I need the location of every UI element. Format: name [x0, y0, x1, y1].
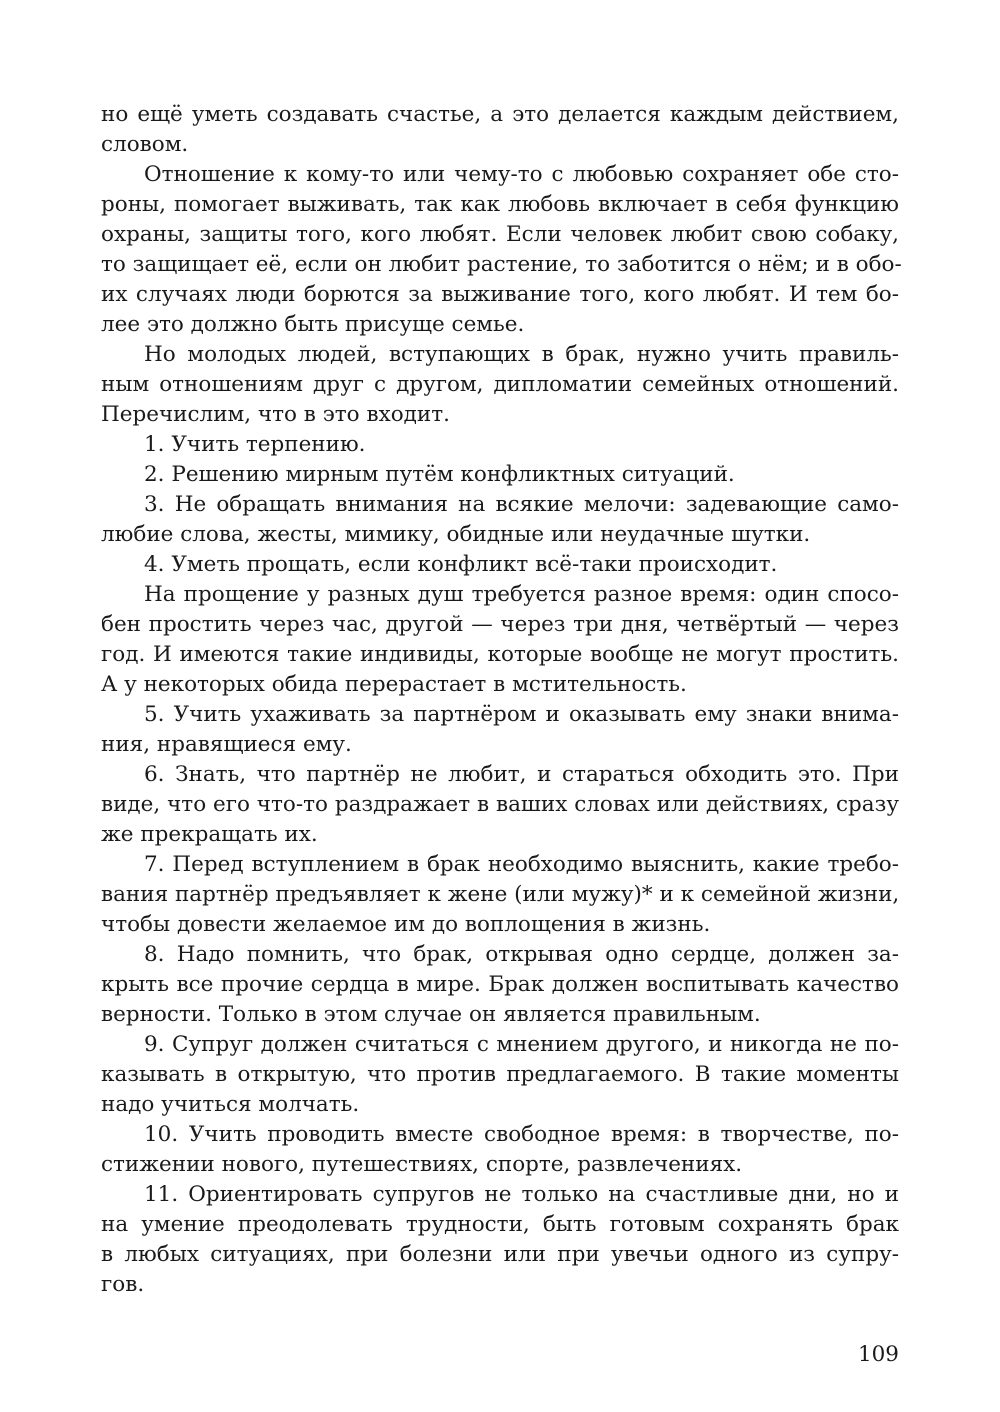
text-line: но ещё уметь создавать счастье, а это делается каждым действием, — [101, 102, 899, 127]
text-line: 3. Не обращать внимания на всякие мелочи: задевающие само- — [144, 492, 899, 517]
text-line: же прекращать их. — [101, 822, 318, 847]
text-line: чтобы довести желаемое им до воплощения в жизнь. — [101, 912, 711, 937]
text-line: Отношение к кому-то или чему-то с любовью сохраняет обе сто- — [144, 162, 899, 187]
paragraph — [101, 160, 902, 340]
text-line: казывать в открытую, что против предлагаемого. В такие моменты — [101, 1062, 899, 1087]
paragraph — [101, 100, 899, 160]
text-line: в любых ситуациях, при болезни или при увечьи одного из супру- — [101, 1242, 899, 1267]
text-line: роны, помогает выживать, так как любовь включает в себя функцию — [101, 192, 899, 217]
paragraph — [101, 430, 899, 460]
text-line: 11. Ориентировать супругов не только на счастливые дни, но и — [144, 1182, 899, 1207]
paragraph — [101, 760, 899, 850]
text-line: На прощение у разных душ требуется разное время: один спосо- — [144, 582, 899, 607]
text-line: верности. Только в этом случае он является правильным. — [101, 1002, 761, 1027]
text-line: 8. Надо помнить, что брак, открывая одно сердце, должен за- — [144, 942, 899, 967]
text-line: 1. Учить терпению. — [144, 432, 366, 457]
text-line: 4. Уметь прощать, если конфликт всё-таки происходит. — [144, 552, 778, 577]
page-body — [101, 100, 902, 1300]
page-number: 109 — [857, 1342, 899, 1367]
text-line: 5. Учить ухаживать за партнёром и оказывать ему знаки внима- — [144, 702, 899, 727]
text-line: ным отношениям друг с другом, дипломатии семейных отношений. — [101, 372, 899, 397]
paragraph — [101, 940, 899, 1030]
text-line: их случаях люди борются за выживание того, кого любят. И тем бо- — [101, 282, 899, 307]
paragraph — [101, 490, 899, 550]
text-line: на умение преодолевать трудности, быть готовым сохранять брак — [101, 1212, 899, 1237]
text-line: ния, нравящиеся ему. — [101, 732, 352, 757]
text-line: А у некоторых обида перерастает в мстительность. — [101, 672, 687, 697]
text-line: Перечислим, что в это входит. — [101, 402, 450, 427]
text-line: Но молодых людей, вступающих в брак, нужно учить правиль- — [144, 342, 899, 367]
paragraph — [101, 700, 899, 760]
text-line: 2. Решению мирным путём конфликтных ситуаций. — [144, 462, 735, 487]
text-line: бен простить через час, другой — через три дня, четвёртый — через — [101, 612, 899, 637]
text-line: 10. Учить проводить вместе свободное время: в творчестве, по- — [144, 1122, 899, 1147]
text-line: стижении нового, путешествиях, спорте, развлечениях. — [101, 1152, 743, 1177]
text-line: виде, что его что-то раздражает в ваших словах или действиях, сразу — [101, 792, 899, 817]
paragraph — [101, 550, 899, 580]
text-line: гов. — [101, 1272, 145, 1297]
text-line: любие слова, жесты, мимику, обидные или неудачные шутки. — [101, 522, 811, 547]
text-line: вания партнёр предъявляет к жене (или мужу)* и к семейной жизни, — [101, 882, 900, 907]
text-line: 6. Знать, что партнёр не любит, и стараться обходить это. При — [144, 762, 899, 787]
text-line: словом. — [101, 132, 189, 157]
text-line: 9. Супруг должен считаться с мнением другого, и никогда не по- — [144, 1032, 899, 1057]
paragraph — [101, 1030, 899, 1120]
paragraph — [101, 1120, 899, 1180]
text-line: лее это должно быть присуще семье. — [101, 312, 525, 337]
text-line: надо учиться молчать. — [101, 1092, 360, 1117]
paragraph — [101, 850, 899, 940]
text-line: охраны, защиты того, кого любят. Если человек любит свою собаку, — [101, 222, 899, 247]
text-line: год. И имеются такие индивиды, которые вообще не могут простить. — [101, 642, 899, 667]
paragraph — [101, 460, 899, 490]
paragraph — [101, 1180, 899, 1300]
paragraph — [101, 580, 899, 700]
paragraph — [101, 340, 899, 430]
text-line: крыть все прочие сердца в мире. Брак должен воспитывать качество — [101, 972, 899, 997]
text-line: 7. Перед вступлением в брак необходимо выяснить, какие требо- — [144, 852, 899, 877]
text-line: то защищает её, если он любит растение, то заботится о нём; и в обо- — [101, 252, 902, 277]
